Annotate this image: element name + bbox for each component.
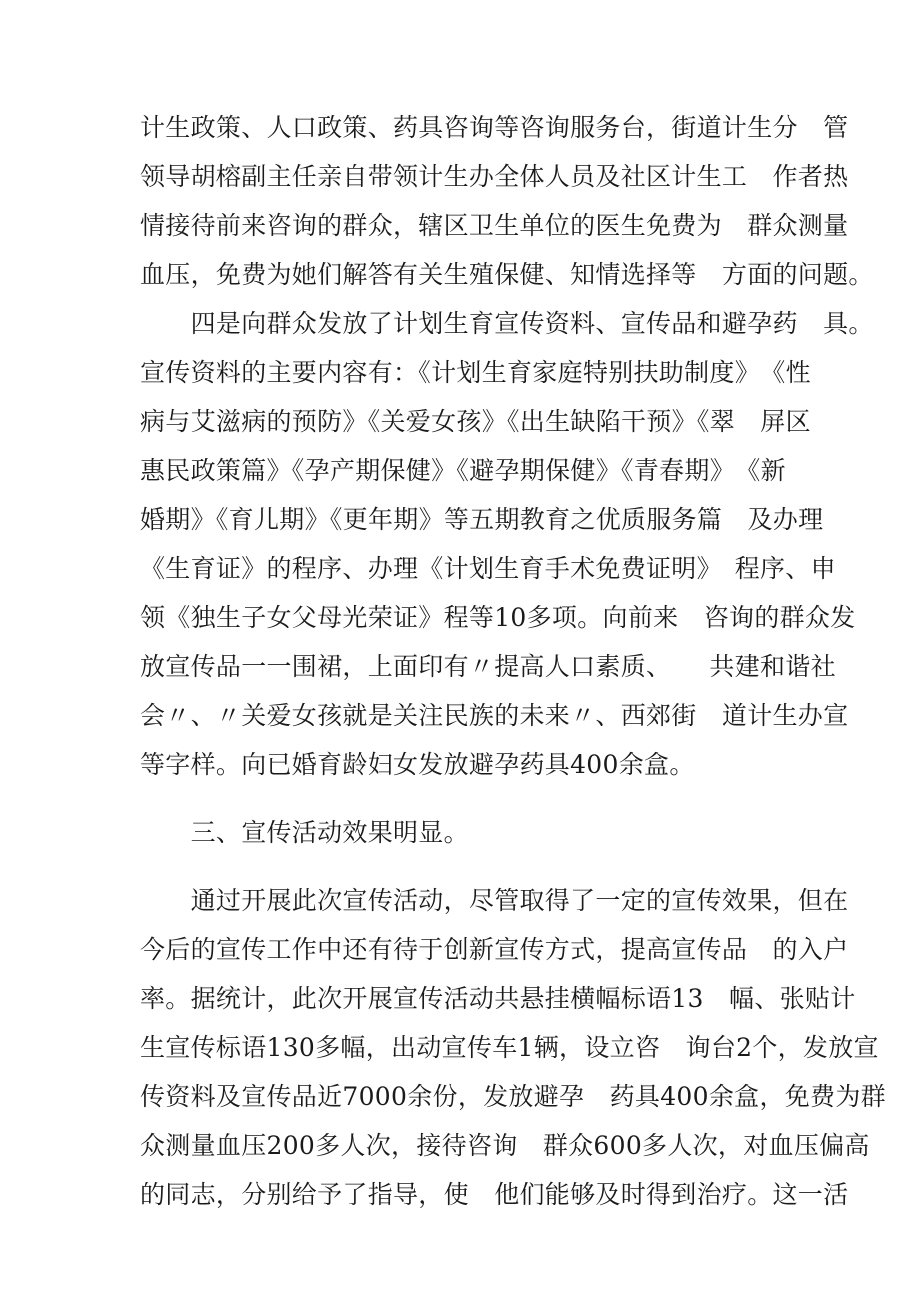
text-line: 会〃、〃关爱女孩就是关注民族的未来〃、西郊街 道计生办宣 <box>140 701 849 730</box>
text-line: 率。据统计，此次开展宣传活动共悬挂横幅标语13 幅、张贴计 <box>140 984 856 1013</box>
text-line: 放宣传品一一围裙，上面印有〃提高人口素质、 共建和谐社 <box>140 652 836 681</box>
text-line: 传资料及宣传品近7000余份，发放避孕 药具400余盒，免费为群 <box>140 1082 886 1111</box>
text-line: 领《独生子女父母光荣证》程等10多项。向前来 咨询的群众发 <box>140 603 856 632</box>
text-line: 婚期》《育儿期》《更年期》等五期教育之优质服务篇 及办理 <box>140 505 824 534</box>
text-line: 病与艾滋病的预防》《关爱女孩》《出生缺陷干预》《翠 屏区 <box>140 407 811 436</box>
paragraph-start-line: 通过开展此次宣传活动，尽管取得了一定的宣传效果，但在 <box>140 886 849 915</box>
text-line: 情接待前来咨询的群众，辖区卫生单位的医生免费为 群众测量 <box>140 211 849 240</box>
paragraph-start-line: 四是向群众发放了计划生育宣传资料、宣传品和避孕药 具。 <box>140 309 874 338</box>
text-line: 惠民政策篇》《孕产期保健》《避孕期保健》《青春期》 《新 <box>140 456 786 485</box>
text-line: 等字样。向已婚育龄妇女发放避孕药具400余盒。 <box>140 750 695 779</box>
text-line: 生宣传标语130多幅，出动宣传车1辆，设立咨 询台2个，发放宣 <box>140 1033 879 1062</box>
text-line: 领导胡榕副主任亲自带领计生办全体人员及社区计生工 作者热 <box>140 162 849 191</box>
text-line: 血压，免费为她们解答有关生殖保健、知情选择等 方面的问题。 <box>140 260 874 289</box>
text-line: 众测量血压200多人次，接待咨询 群众600多人次，对血压偏高 <box>140 1131 870 1160</box>
text-line: 计生政策、人口政策、药具咨询等咨询服务台，街道计生分 管 <box>140 113 849 142</box>
text-line: 《生育证》的程序、办理《计划生育手术免费证明》 程序、申 <box>140 554 836 583</box>
text-line: 今后的宣传工作中还有待于创新宣传方式，提高宣传品 的入户 <box>140 935 849 964</box>
section-heading: 三、宣传活动效果明显。 <box>140 818 469 847</box>
text-line: 的同志，分别给予了指导，使 他们能够及时得到治疗。这一活 <box>140 1180 849 1209</box>
text-line: 宣传资料的主要内容有：《计划生育家庭特别扶助制度》 《性 <box>140 358 811 387</box>
